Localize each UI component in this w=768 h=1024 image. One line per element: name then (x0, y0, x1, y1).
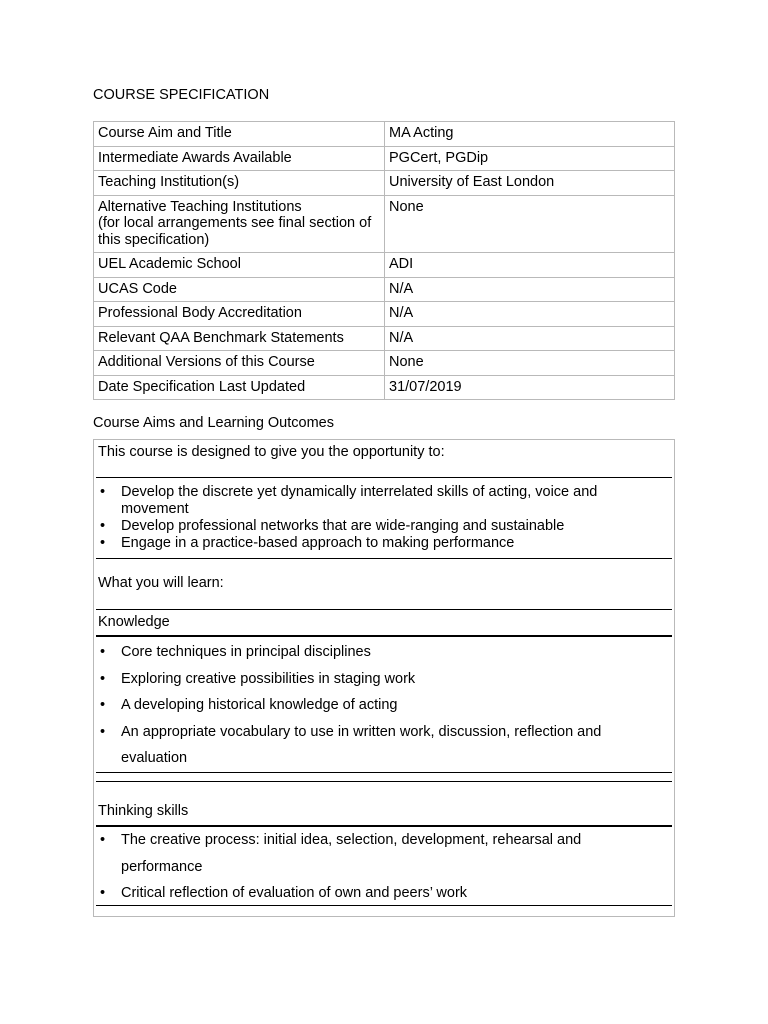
aims-outcomes-box (93, 439, 675, 917)
row-label: Additional Versions of this Course (94, 351, 385, 376)
row-label: Date Specification Last Updated (94, 375, 385, 400)
row-label: UCAS Code (94, 277, 385, 302)
aims-heading: Course Aims and Learning Outcomes (93, 415, 334, 431)
row-label: Alternative Teaching Institutions (for local arrangements see final section of this specification) (94, 195, 385, 253)
bullet: • (100, 518, 106, 534)
learn-intro: What you will learn: (98, 575, 224, 591)
list-item (98, 639, 658, 666)
course-spec-table (93, 121, 675, 400)
list-item (98, 535, 658, 552)
aims-intro: This course is designed to give you the opportunity to: (98, 444, 445, 460)
row-value: None (385, 195, 675, 253)
knowledge-list (98, 639, 658, 772)
knowledge-text: An appropriate vocabulary to use in written work, discussion, reflection and evaluation (121, 723, 602, 766)
list-item (98, 518, 658, 535)
row-value: MA Acting (385, 122, 675, 147)
thinking-list (98, 827, 658, 907)
thinking-text: The creative process: initial idea, selection, development, rehearsal and performance (121, 832, 582, 875)
row-value: University of East London (385, 171, 675, 196)
knowledge-heading: Knowledge (98, 614, 170, 630)
bullet: • (100, 644, 106, 660)
row-value: 31/07/2019 (385, 375, 675, 400)
divider (96, 781, 672, 782)
divider (96, 477, 672, 478)
goals-list (98, 484, 658, 552)
row-value: PGCert, PGDip (385, 146, 675, 171)
document-title: COURSE SPECIFICATION (93, 87, 270, 103)
row-value: N/A (385, 277, 675, 302)
divider (96, 905, 672, 906)
row-value: None (385, 351, 675, 376)
list-item (98, 880, 658, 907)
table-row (94, 351, 675, 376)
goal-text: Develop the discrete yet dynamically interrelated skills of acting, voice and movement (121, 484, 598, 517)
row-value: N/A (385, 326, 675, 351)
bullet: • (100, 484, 106, 500)
knowledge-text: Core techniques in principal disciplines (121, 644, 371, 660)
bullet: • (100, 670, 106, 687)
table-row (94, 146, 675, 171)
thinking-text: Critical reflection of evaluation of own and peers’ work (121, 885, 468, 901)
row-label: Intermediate Awards Available (94, 146, 385, 171)
thinking-heading: Thinking skills (98, 803, 189, 819)
row-label: Relevant QAA Benchmark Statements (94, 326, 385, 351)
row-value: ADI (385, 253, 675, 278)
divider (96, 558, 672, 559)
goal-text: Engage in a practice-based approach to making performance (121, 535, 515, 551)
knowledge-text: Exploring creative possibilities in staging work (121, 670, 416, 687)
row-label: UEL Academic School (94, 253, 385, 278)
list-item (98, 692, 658, 719)
row-label: Teaching Institution(s) (94, 171, 385, 196)
divider (96, 635, 672, 637)
table-row (94, 195, 675, 253)
list-item (98, 719, 658, 772)
divider (96, 772, 672, 773)
table-row (94, 375, 675, 400)
bullet: • (100, 885, 106, 901)
table-row (94, 122, 675, 147)
table-row (94, 171, 675, 196)
table-row (94, 302, 675, 327)
goal-text: Develop professional networks that are wide-ranging and sustainable (121, 518, 565, 534)
row-label: Professional Body Accreditation (94, 302, 385, 327)
bullet: • (100, 535, 106, 551)
table-row (94, 277, 675, 302)
list-item (98, 666, 658, 693)
bullet: • (100, 832, 106, 848)
table-row (94, 253, 675, 278)
row-label: Course Aim and Title (94, 122, 385, 147)
bullet: • (100, 697, 106, 713)
list-item (98, 827, 658, 880)
row-value: N/A (385, 302, 675, 327)
list-item (98, 484, 658, 518)
divider (96, 609, 672, 610)
bullet: • (100, 723, 106, 740)
table-row (94, 326, 675, 351)
knowledge-text: A developing historical knowledge of acting (121, 697, 398, 713)
